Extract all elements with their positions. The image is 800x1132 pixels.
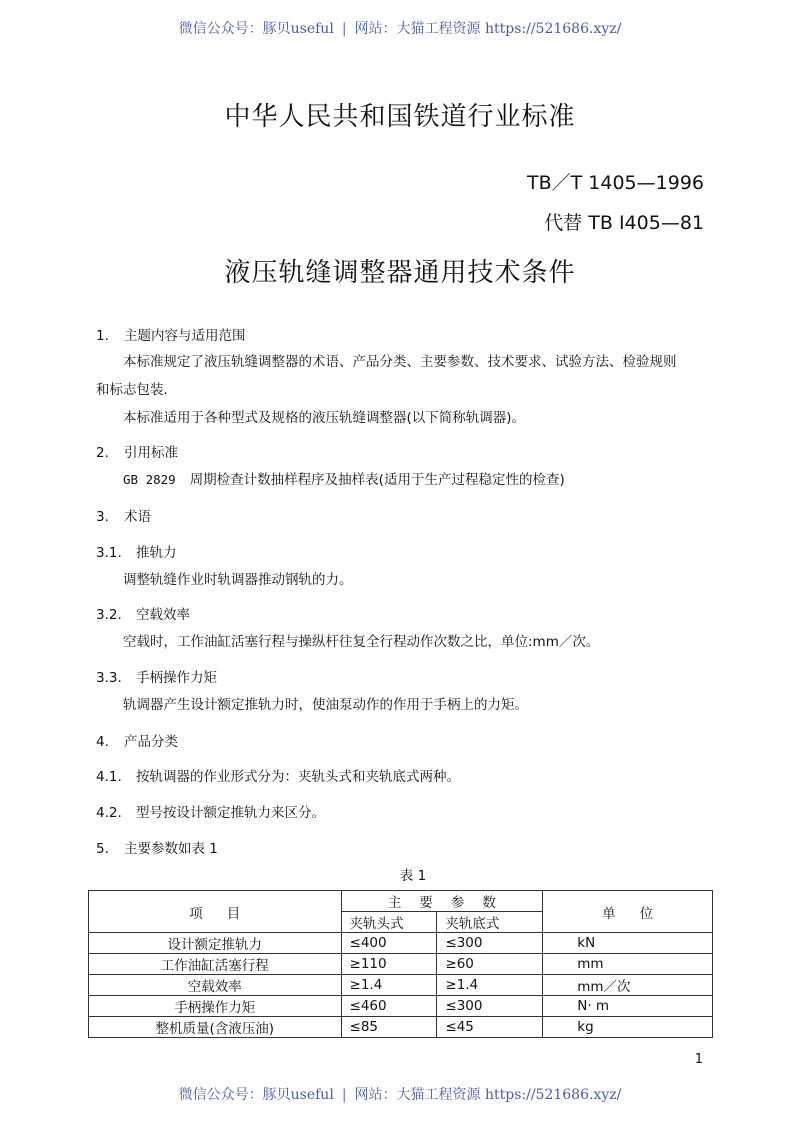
term-number: 3.1. — [96, 545, 122, 561]
clause-text: 型号按设计额定推轨力来区分。 — [136, 805, 325, 821]
section-title: 引用标准 — [124, 445, 178, 461]
param-unit: kN — [543, 933, 713, 954]
standard-title: 中华人民共和国铁道行业标准 — [224, 102, 576, 132]
section-number: 4. — [96, 734, 109, 750]
section-title: 主要参数如表 1 — [124, 841, 218, 857]
term-3-1-heading — [96, 541, 177, 561]
rail-base-value: ≤45 — [437, 1017, 543, 1038]
rail-base-type-header: 夹轨底式 — [437, 912, 543, 933]
rail-head-value: ≥110 — [341, 954, 437, 975]
rail-base-value: ≥1.4 — [437, 975, 543, 996]
table-row — [89, 954, 713, 975]
term-number: 3.2. — [96, 607, 122, 623]
watermark-account: 微信公众号：豚贝useful — [178, 21, 334, 37]
param-unit: kg — [543, 1017, 713, 1038]
replaces-standard: 代替 TB Ⅰ405—81 — [544, 212, 704, 234]
rail-head-value: ≤400 — [341, 933, 437, 954]
watermark-top — [0, 18, 800, 38]
table-header-row — [89, 891, 713, 912]
watermark-account: 微信公众号：豚贝useful — [178, 1087, 334, 1103]
param-unit: mm／次 — [543, 975, 713, 996]
watermark-site: 网站：大猫工程资源 https://521686.xyz/ — [354, 1087, 622, 1103]
watermark-site: 网站：大猫工程资源 https://521686.xyz/ — [354, 21, 622, 37]
param-name: 空载效率 — [89, 975, 342, 996]
clause-4-2 — [96, 801, 325, 821]
section-1-heading — [96, 324, 246, 344]
table-caption: 表 1 — [399, 868, 427, 884]
table-row — [89, 933, 713, 954]
rail-head-value: ≤85 — [341, 1017, 437, 1038]
rail-base-value: ≤300 — [437, 933, 543, 954]
clause-number: 4.2. — [96, 805, 122, 821]
normative-reference — [123, 468, 565, 488]
rail-head-value: ≥1.4 — [341, 975, 437, 996]
term-3-3-heading — [96, 666, 217, 686]
param-name: 手柄操作力矩 — [89, 996, 342, 1017]
section-1-paragraph-1-line-2: 和标志包装． — [96, 382, 177, 398]
watermark-bottom — [0, 1084, 800, 1104]
section-3-heading — [96, 505, 151, 525]
section-5-heading — [96, 837, 218, 857]
section-number: 2. — [96, 445, 109, 461]
section-1-paragraph-1-line-1: 本标准规定了液压轨缝调整器的术语、产品分类、主要参数、技术要求、试验方法、检验规则 — [123, 354, 677, 370]
table-row — [89, 1017, 713, 1038]
table-row — [89, 996, 713, 1017]
reference-title: 周期检查计数抽样程序及抽样表(适用于生产过程稳定性的检查) — [189, 472, 565, 488]
term-title: 手柄操作力矩 — [136, 670, 217, 686]
section-title: 术语 — [124, 509, 151, 525]
section-number: 3. — [96, 509, 109, 525]
term-number: 3.3. — [96, 670, 122, 686]
clause-4-1 — [96, 765, 460, 785]
section-title: 产品分类 — [124, 734, 178, 750]
rail-base-value: ≤300 — [437, 996, 543, 1017]
document-title: 液压轨缝调整器通用技术条件 — [224, 258, 576, 288]
main-parameters-header: 主要参数 — [341, 891, 543, 912]
param-name: 整机质量(含液压油) — [89, 1017, 342, 1038]
term-3-2-heading — [96, 603, 190, 623]
param-unit: mm — [543, 954, 713, 975]
section-1-paragraph-2: 本标准适用于各种型式及规格的液压轨缝调整器(以下简称轨调器)。 — [123, 410, 526, 426]
term-title: 推轨力 — [136, 545, 177, 561]
term-title: 空载效率 — [136, 607, 190, 623]
rail-head-type-header: 夹轨头式 — [341, 912, 437, 933]
term-3-1-definition: 调整轨缝作业时轨调器推动钢轨的力。 — [123, 572, 353, 588]
section-4-heading — [96, 730, 178, 750]
section-number: 1. — [96, 328, 109, 344]
watermark-separator: | — [341, 1087, 347, 1103]
param-name: 工作油缸活塞行程 — [89, 954, 342, 975]
rail-head-value: ≤460 — [341, 996, 437, 1017]
rail-base-value: ≥60 — [437, 954, 543, 975]
clause-text: 按轨调器的作业形式分为：夹轨头式和夹轨底式两种。 — [136, 769, 460, 785]
item-header: 项目 — [89, 891, 342, 933]
section-title: 主题内容与适用范围 — [124, 328, 246, 344]
param-name: 设计额定推轨力 — [89, 933, 342, 954]
standard-code: TB／T 1405—1996 — [527, 172, 704, 194]
param-unit: N· m — [543, 996, 713, 1017]
section-2-heading — [96, 441, 178, 461]
watermark-separator: | — [341, 21, 347, 37]
clause-number: 4.1. — [96, 769, 122, 785]
unit-header: 单位 — [543, 891, 713, 933]
term-3-3-definition: 轨调器产生设计额定推轨力时，使油泵动作的作用于手柄上的力矩。 — [123, 697, 528, 713]
parameters-table — [88, 890, 713, 1038]
section-number: 5. — [96, 841, 109, 857]
page-number: 1 — [694, 1052, 703, 1067]
table-row — [89, 975, 713, 996]
term-3-2-definition: 空载时，工作油缸活塞行程与操纵杆往复全行程动作次数之比，单位:mm／次。 — [123, 634, 600, 650]
reference-code: GB 2829 — [123, 472, 176, 487]
